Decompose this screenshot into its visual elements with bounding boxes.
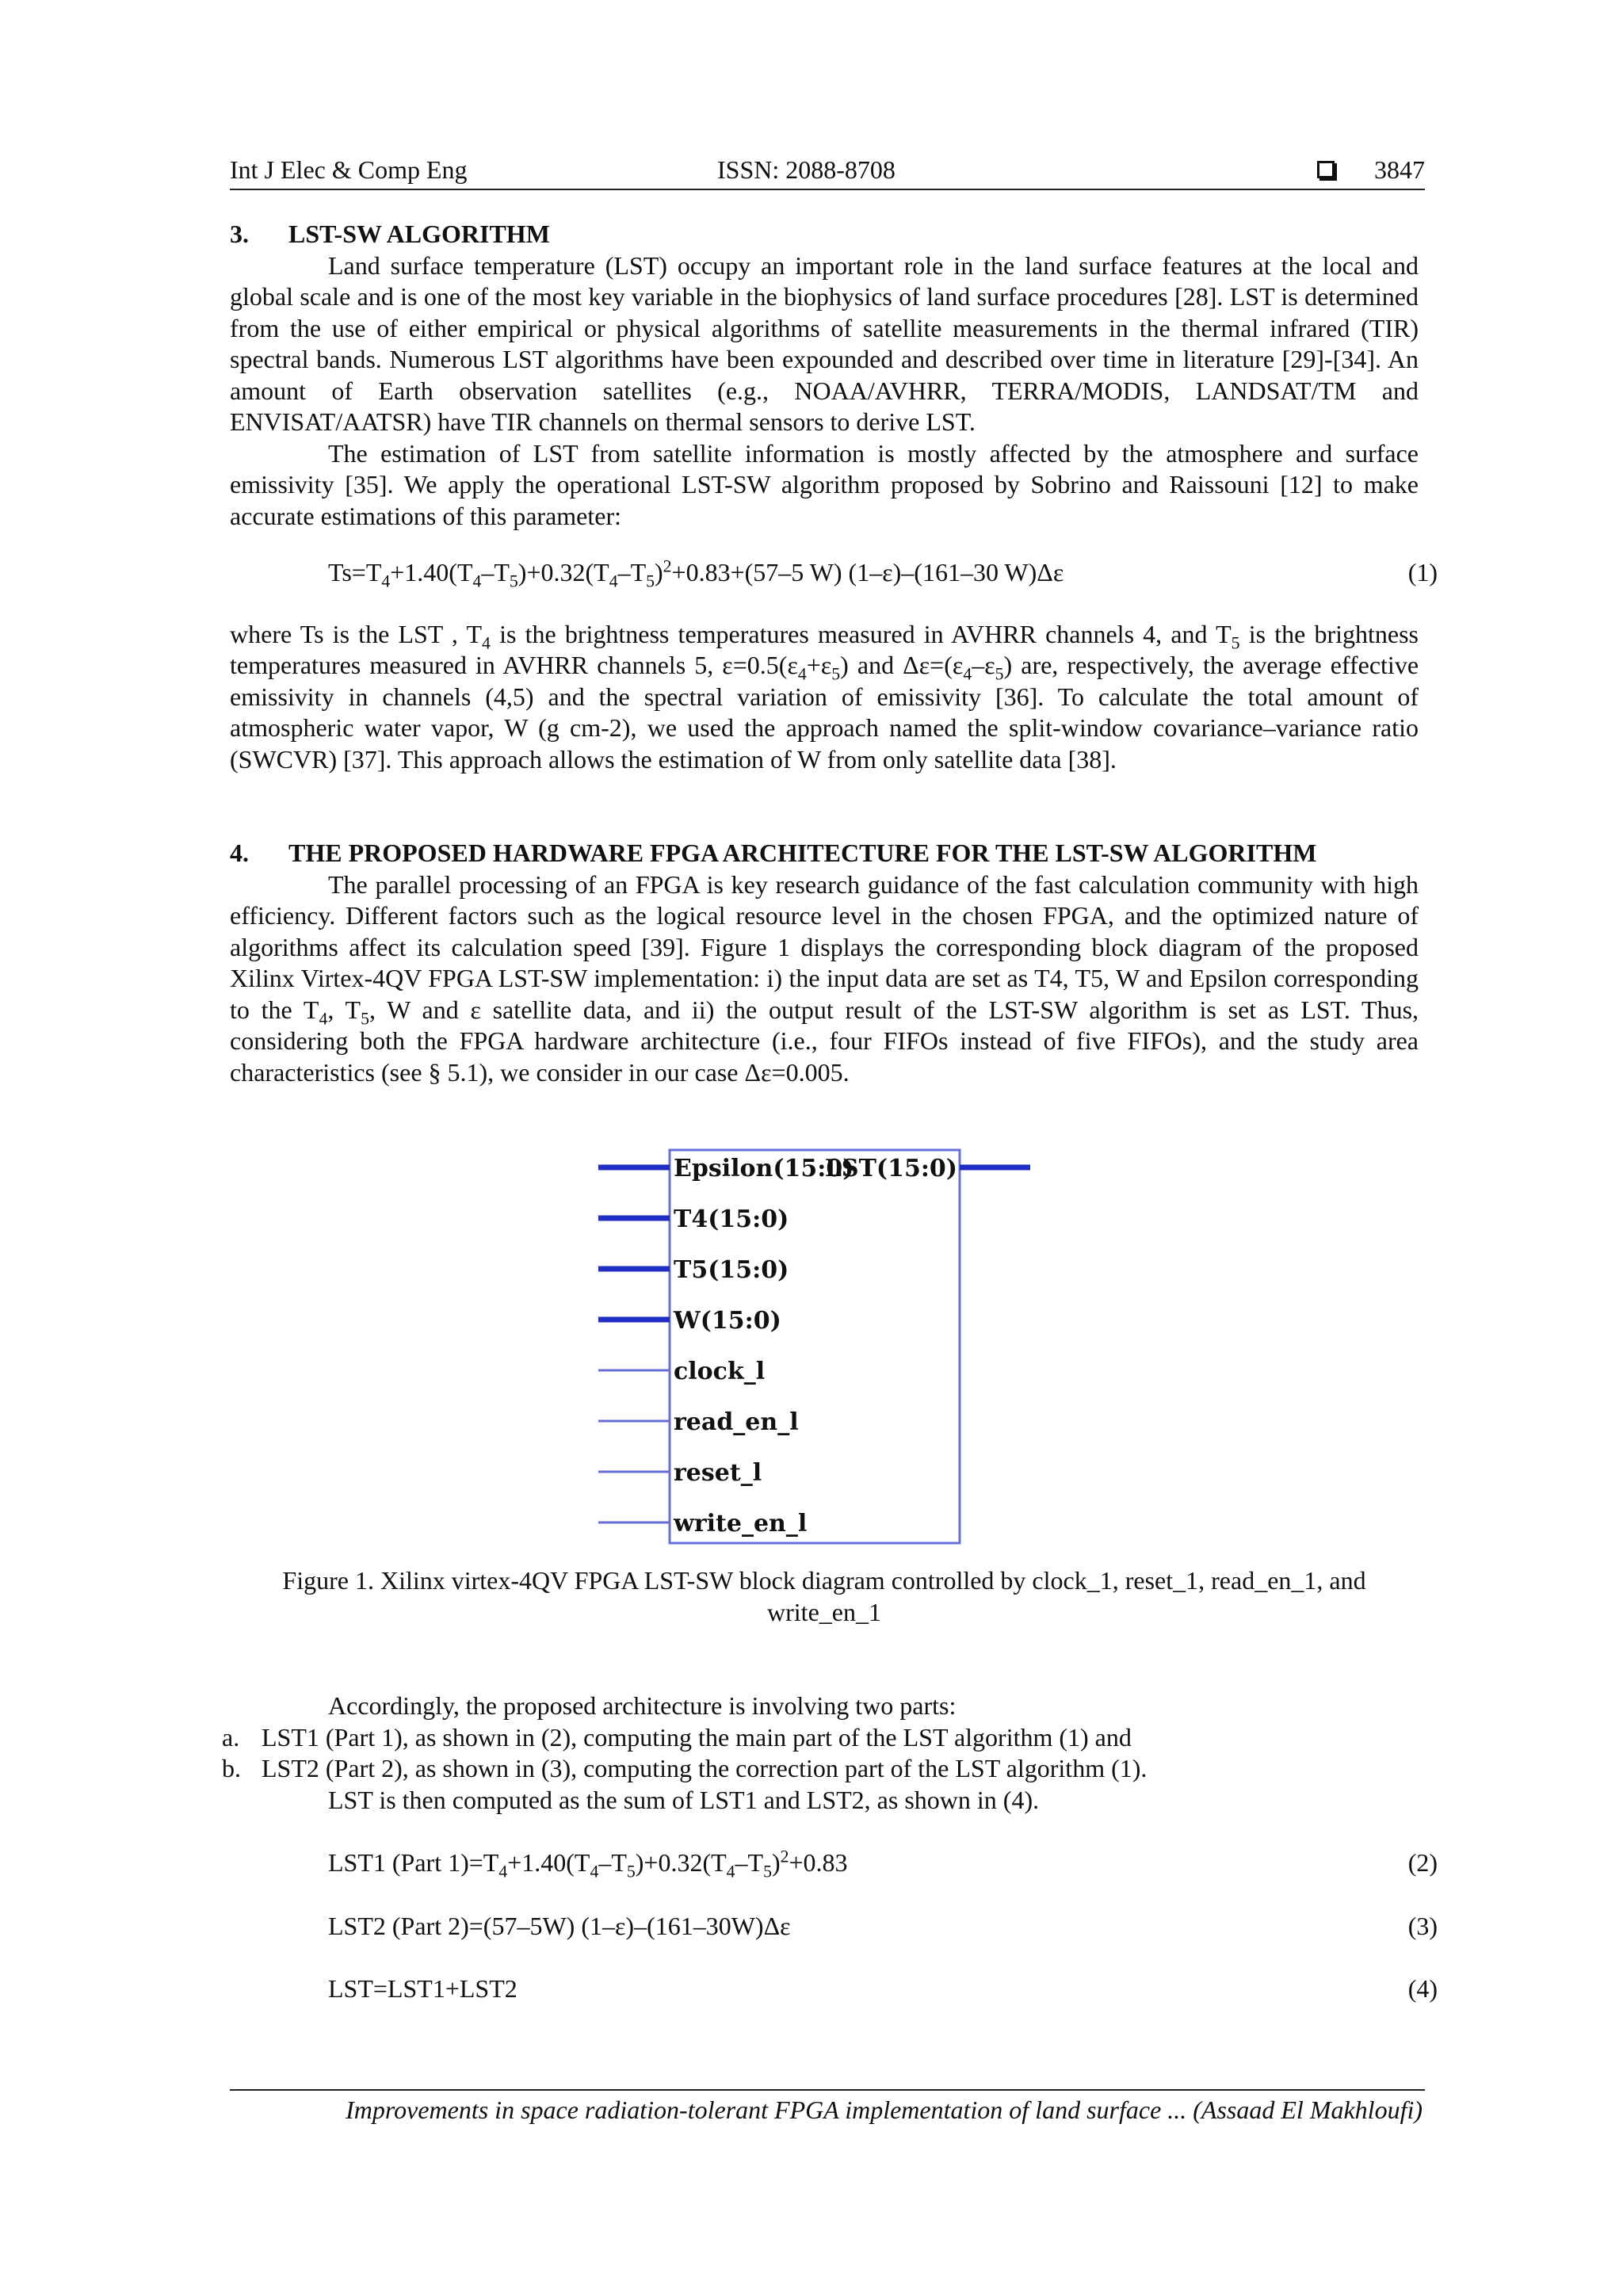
figure-caption: Figure 1. Xilinx virtex-4QV FPGA LST-SW block diagram controlled by clock_1, reset_1, read_en_1, and write_en_1 xyxy=(282,1566,1366,1626)
header-rule xyxy=(230,189,1425,190)
equation-number: (1) xyxy=(1407,558,1438,586)
paragraph: where Ts is the LST , $T_4$ is the brightness temperatures measured in AVHRR channels 4, and $T_5$ is the brightness temperatures measured in AVHRR channels 5, $\varepsilon=0.5(\varepsilon_4+\varepsilon_5)$ and $\Delta\varepsilon=(\varepsilon_4-\varepsilon_5)$ are, respectively, the average effective emissivity in channels (4,5) and the spectral variation of emissivity [36]. To calculate the total amount of atmospheric water vapor, W (g cm-2), we used the approach named the split-window covariance–variance ratio (SWCVR) [37]. This approach allows the estimation of W from only satellite data [38]. xyxy=(230,619,1419,774)
section-3-heading xyxy=(230,219,1419,250)
footer-rule xyxy=(230,2089,1425,2091)
section-4-heading xyxy=(230,838,1419,869)
input-port-label: T4(15:0) xyxy=(674,1205,789,1233)
list-item xyxy=(222,1722,1419,1754)
issn: ISSN: 2088-8708 xyxy=(717,155,896,184)
paragraph: Land surface temperature (LST) occupy an important role in the land surface features at the local and global scale and is one of the most key variable in the biophysics of land surface procedures [28]. LST is determined from the use of either empirical or physical algorithms of satellite measurements in the thermal infrared (TIR) spectral bands. Numerous LST algorithms have been expounded and described over time in literature [29]-[34]. An amount of Earth observation satellites (e.g., NOAA/AVHRR, TERRA/MODIS, LANDSAT/TM and ENVISAT/AATSR) have TIR channels on thermal sensors to derive LST. xyxy=(230,250,1419,436)
input-port-label: clock_l xyxy=(674,1358,766,1385)
running-footer: Improvements in space radiation-tolerant FPGA implementation of land surface ... (Assaad El Makhloufi) xyxy=(346,2095,1423,2124)
input-port-label: read_en_l xyxy=(674,1408,799,1436)
square-box-icon xyxy=(1317,161,1335,178)
paragraph: The estimation of LST from satellite information is mostly affected by the atmosphere and surface emissivity [35]. We apply the operational LST-SW algorithm proposed by Sobrino and Raissouni [12] to make accurate estimations of this parameter: xyxy=(230,438,1419,530)
input-port-label: W(15:0) xyxy=(674,1307,781,1335)
paragraph: LST is then computed as the sum of LST1 and LST2, as shown in (4). xyxy=(328,1785,1040,1814)
equation-body: LST2 (Part 2)=(57–5W) (1–ε)–(161–30W)Δε xyxy=(328,1911,791,1940)
equation-body: LST=LST1+LST2 xyxy=(328,1974,517,2003)
equation-body: LST1 (Part $1)=T_4+1.40(T_4-T_5)+0.32(T_4-T_5)^2+0.83$ xyxy=(328,1847,848,1881)
paragraph: Accordingly, the proposed architecture is involving two parts: xyxy=(328,1691,957,1720)
equation-3 xyxy=(230,1911,1438,1943)
equation-2 xyxy=(230,1847,1438,1879)
figure-1 xyxy=(230,1137,1419,1549)
input-port-label: write_en_l xyxy=(674,1510,808,1538)
output-port-label: LST(15:0) xyxy=(824,1155,957,1182)
page-number: 3847 xyxy=(1374,155,1425,184)
input-port-label: reset_l xyxy=(674,1459,762,1487)
main-content xyxy=(222,219,1438,2005)
input-port-label: T5(15:0) xyxy=(674,1256,789,1284)
section-number: 4. xyxy=(230,839,249,867)
equation-number: (2) xyxy=(1407,1848,1438,1877)
equation-number: (4) xyxy=(1407,1974,1438,2003)
equation-body: $Ts=T_4+1.40(T_4-T_5)+0.32(T_4-T_5)^2+0.83+(57-5$ W) (1–ε)–(161–30 W)Δε xyxy=(328,556,1064,591)
page-number-group xyxy=(1317,152,1425,187)
list-item xyxy=(222,1753,1419,1785)
section-title: THE PROPOSED HARDWARE FPGA ARCHITECTURE FOR THE LST-SW ALGORITHM xyxy=(288,839,1317,867)
list-text: LST1 (Part 1), as shown in (2), computing the main part of the LST algorithm (1) and xyxy=(262,1722,1132,1752)
section-title: LST-SW ALGORITHM xyxy=(288,220,550,248)
list-label: b. xyxy=(222,1754,241,1782)
list-label: a. xyxy=(222,1722,240,1752)
input-port-label: Epsilon(15:0) xyxy=(674,1155,854,1182)
running-header xyxy=(230,152,1425,187)
paragraph: The parallel processing of an FPGA is key research guidance of the fast calculation community with high efficiency. Different factors such as the logical resource level in the chosen FPGA, and the optimized nature of algorithms affect its calculation speed [39]. Figure 1 displays the corresponding block diagram of the proposed Xilinx Virtex-4QV FPGA LST-SW implementation: i) the input data are set as T4, T5, W and Epsilon corresponding to the $T_4$, $T_5$, W and ε satellite data, and ii) the output result of the LST-SW algorithm is set as LST. Thus, considering both the FPGA hardware architecture (i.e., four FIFOs instead of five FIFOs), and the study area characteristics (see § 5.1), we consider in our case Δε=0.005. xyxy=(230,869,1419,1087)
equation-4 xyxy=(230,1973,1438,2005)
block-diagram xyxy=(230,1137,1419,1549)
equation-1 xyxy=(230,557,1438,589)
section-number: 3. xyxy=(230,220,249,248)
equation-number: (3) xyxy=(1407,1911,1438,1940)
list-text: LST2 (Part 2), as shown in (3), computing the correction part of the LST algorithm (1). xyxy=(262,1754,1148,1782)
journal-name: Int J Elec & Comp Eng xyxy=(230,155,468,184)
